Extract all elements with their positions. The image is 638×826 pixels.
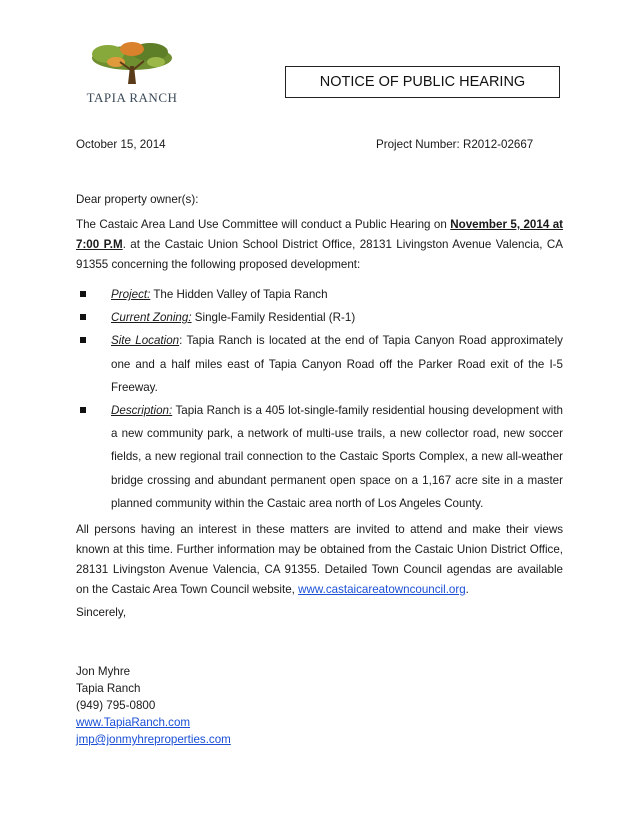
oak-tree-icon <box>86 40 178 90</box>
bullet-label: Project: <box>111 288 151 301</box>
closing-text: All persons having an interest in these matters are invited to attend and make their views known at this time. Further information may be obtained from the Castaic Union District Office, 28131 Livingston Avenue Valencia, CA 91355. Detailed Town Council agendas are available on the Castaic Area Town Council website, <box>76 523 563 596</box>
town-council-link[interactable]: www.castaicareatowncouncil.org <box>298 583 466 596</box>
website-link[interactable]: www.TapiaRanch.com <box>76 716 191 729</box>
bullet-text: Single-Family Residential (R-1) <box>191 311 356 325</box>
closing-punctuation: . <box>465 583 469 596</box>
list-item <box>76 306 563 329</box>
bullet-square-icon <box>80 314 86 320</box>
intro-text: The Castaic Area Land Use Committee will conduct a Public Hearing on <box>76 218 451 231</box>
bullet-square-icon <box>80 291 86 297</box>
development-details-list <box>76 283 563 515</box>
project-number: Project Number: R2012-02667 <box>376 138 534 151</box>
logo-text: TAPIA RANCH <box>86 90 178 105</box>
sign-off: Sincerely, <box>76 606 127 619</box>
intro-text-continued: . at the Castaic Union School District Office, 28131 Livingston Avenue Valencia, CA 91355 concerning the following proposed development: <box>76 238 563 271</box>
list-item <box>76 283 563 306</box>
bullet-label: Description: <box>111 404 173 418</box>
email-link[interactable]: jmp@jonmyhreproperties.com <box>76 733 231 746</box>
closing-paragraph <box>76 520 563 600</box>
signer-name: Jon Myhre <box>76 665 131 678</box>
list-item <box>76 399 563 515</box>
bullet-label: Site Location <box>111 334 180 348</box>
notice-title: NOTICE OF PUBLIC HEARING <box>285 66 560 98</box>
bullet-text: : Tapia Ranch is located at the end of Tapia Canyon Road approximately one and a half miles east of Tapia Canyon Road off the Parker Road exit of the I-5 Freeway. <box>111 334 563 394</box>
letter-date: October 15, 2014 <box>76 138 166 151</box>
hearing-date-time: November 5, 2014 at 7:00 P.M <box>76 218 564 251</box>
signature-block <box>76 663 231 748</box>
signer-phone: (949) 795-0800 <box>76 699 156 712</box>
bullet-square-icon <box>80 407 86 413</box>
signer-org: Tapia Ranch <box>76 682 141 695</box>
bullet-label: Current Zoning: <box>111 311 192 325</box>
salutation: Dear property owner(s): <box>76 193 199 206</box>
bullet-text: The Hidden Valley of Tapia Ranch <box>150 288 328 301</box>
list-item <box>76 329 563 399</box>
bullet-square-icon <box>80 337 86 343</box>
tapia-ranch-logo <box>76 40 188 106</box>
bullet-text: Tapia Ranch is a 405 lot-single-family residential housing development with a new community park, a network of multi-use trails, a new collector road, new soccer fields, a new regional trail connection to the Castaic Sports Complex, a new all-weather bridge crossing and abundant permanent open space on a 1,167 acre site in a master planned community within the Castaic area north of Los Angeles County. <box>111 404 563 510</box>
intro-paragraph <box>76 215 563 275</box>
